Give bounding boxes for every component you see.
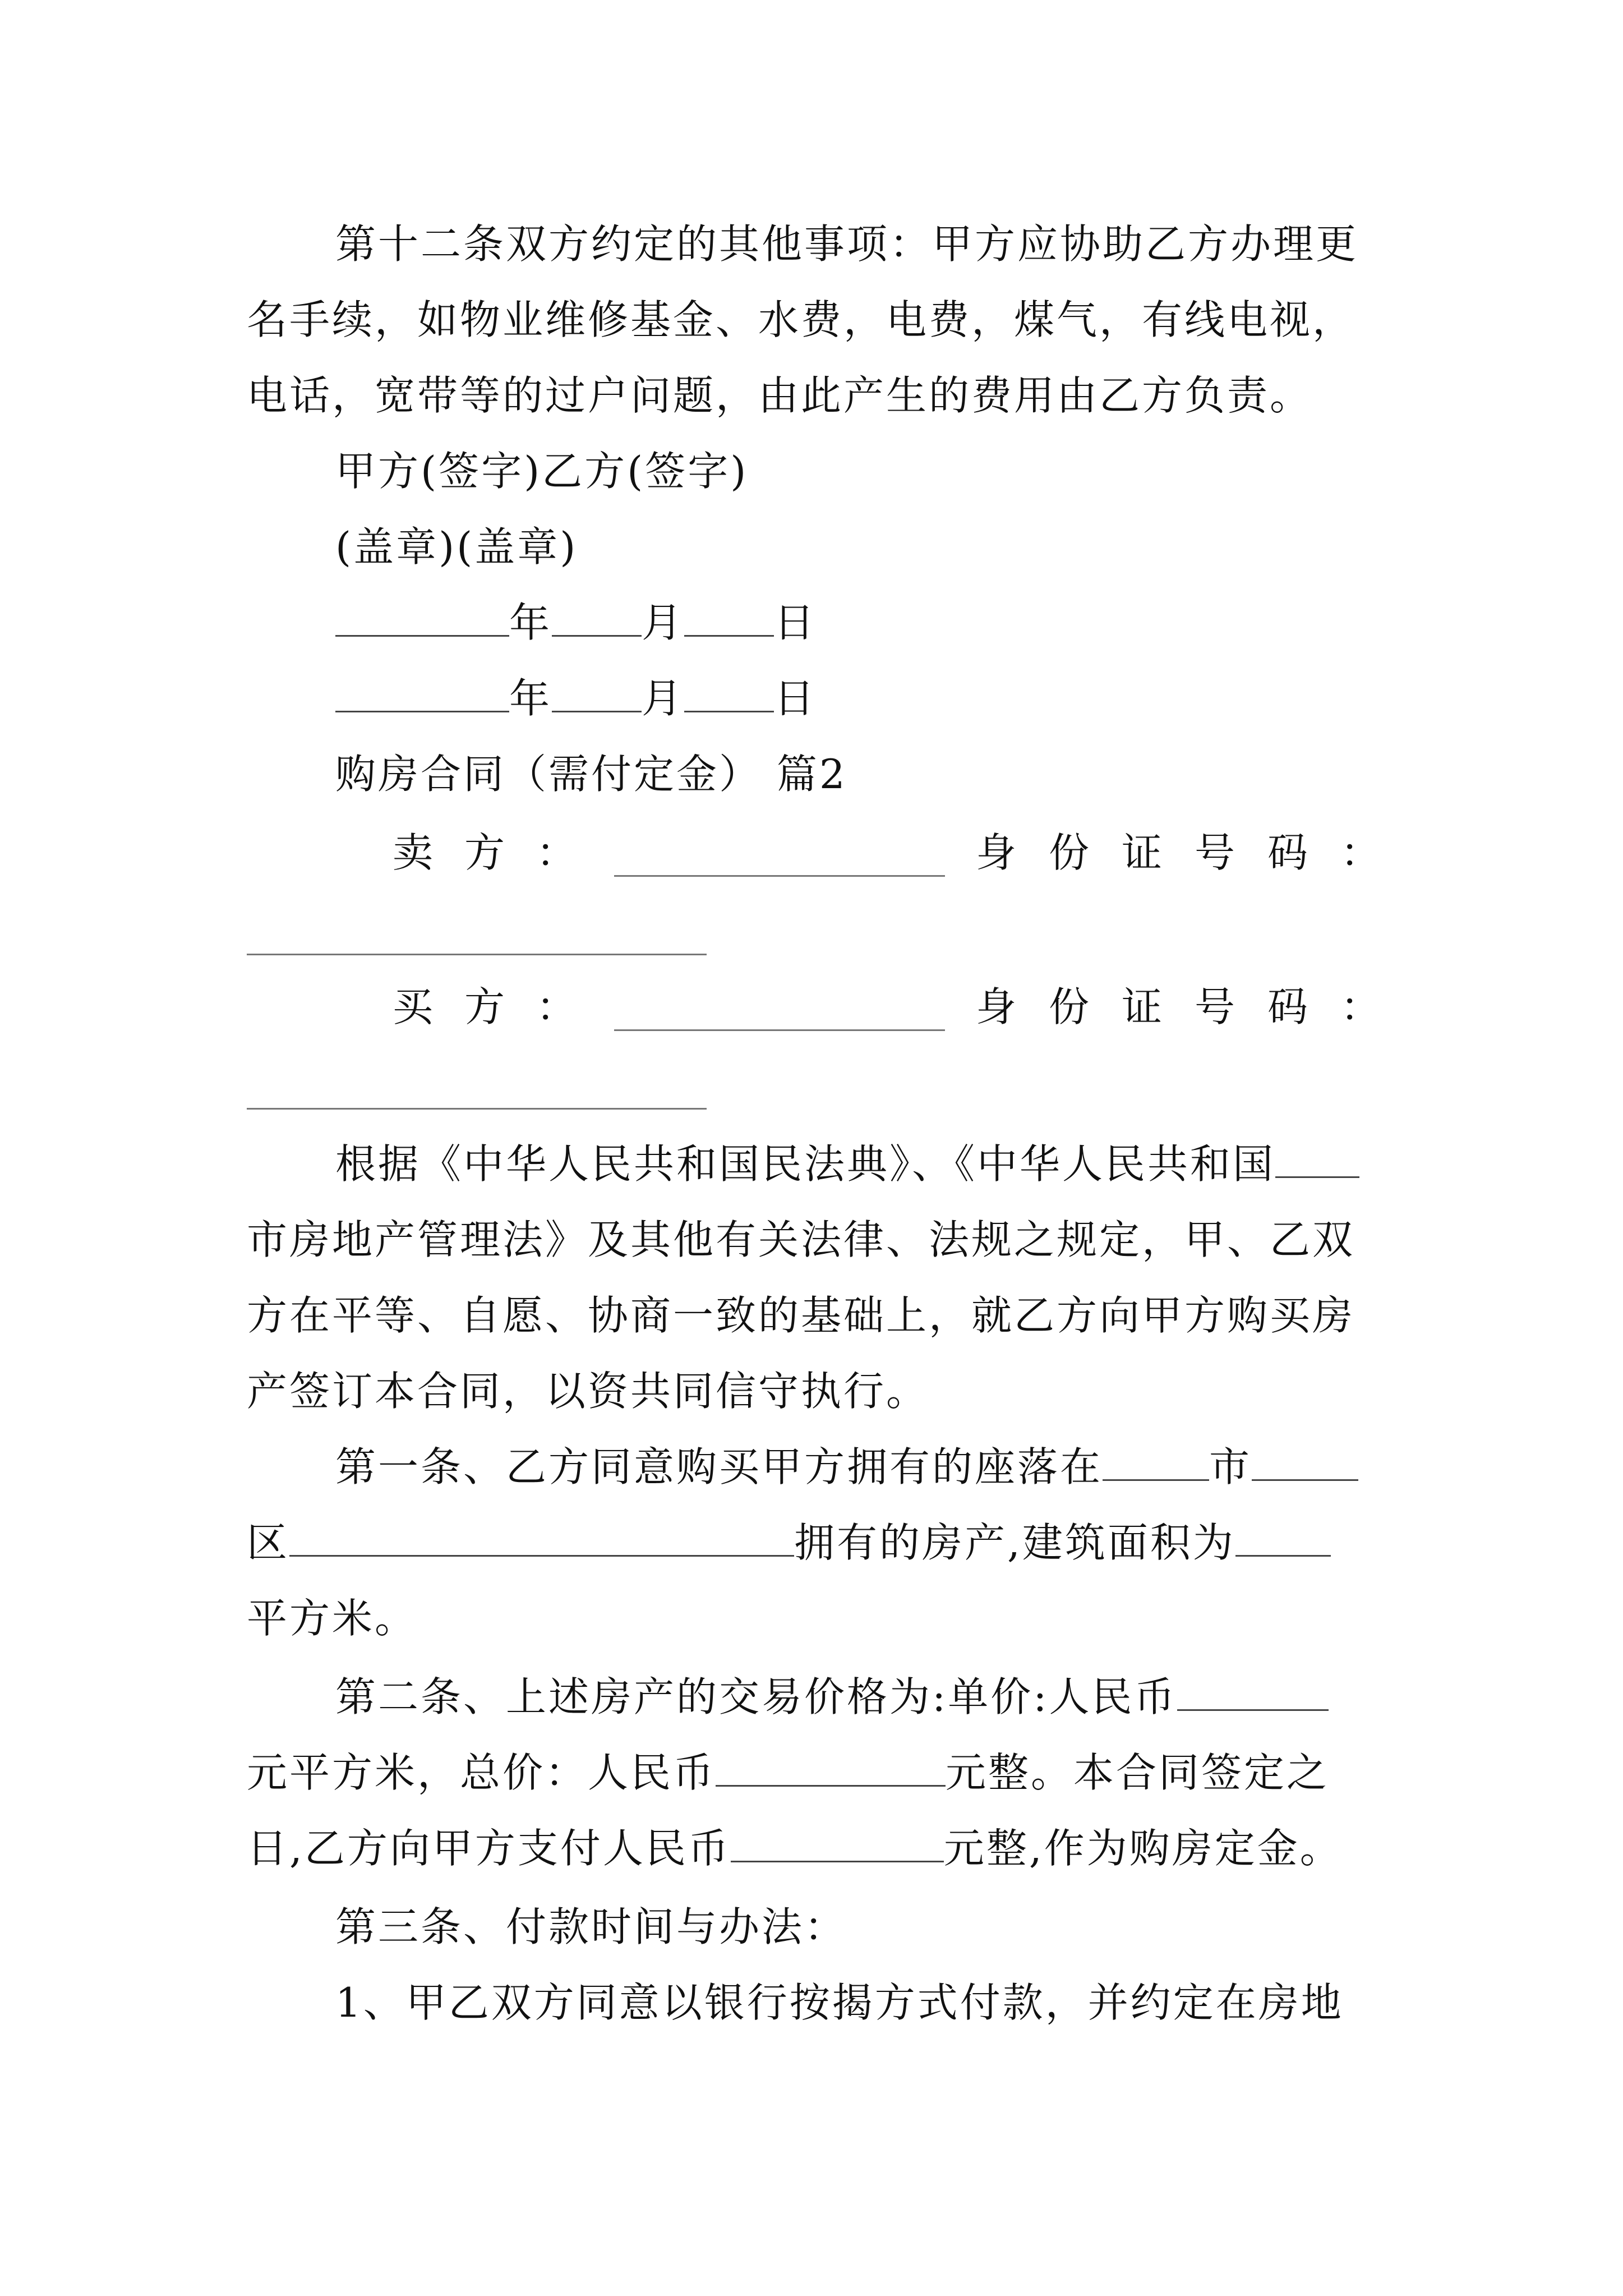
total-price-blank (716, 1746, 946, 1787)
article3-title: 第三条、付款时间与办法： (335, 1903, 847, 1950)
month-blank (552, 671, 642, 712)
year-blank (335, 596, 509, 637)
year-label: 年 (509, 675, 552, 722)
month-blank (552, 596, 642, 637)
date-line-1 (335, 595, 1391, 651)
date-line-2 (335, 670, 1391, 726)
day-label: 日 (774, 599, 817, 646)
article1-line2: 区 拥有的房产,建筑面积为 (247, 1515, 1391, 1571)
article2-line2: 元平方米，总价：人民币 元整。本合同签定之 (247, 1745, 1391, 1801)
preamble-line2: 市房地产管理法》及其他有关法律、法规之规定，甲、乙双 (247, 1216, 1355, 1263)
day-blank (684, 671, 774, 712)
address-blank (289, 1516, 794, 1557)
month-label: 月 (642, 675, 685, 722)
district-blank (1252, 1440, 1358, 1481)
city-blank (1103, 1440, 1209, 1481)
month-label: 月 (642, 599, 685, 646)
buyer-id-blank (247, 1108, 707, 1110)
deposit-blank (731, 1821, 944, 1862)
unit-price-blank (1177, 1670, 1329, 1711)
article2-line1: 第二条、上述房产的交易价格为:单价:人民币 (335, 1669, 1391, 1725)
preamble-line1: 根据《中华人民共和国民法典》、《中华人民共和国 (335, 1136, 1391, 1192)
buyer-id-label: 身份证号码： (976, 983, 1414, 1030)
article2-line3: 日,乙方向甲方支付人民币 元整,作为购房定金。 (247, 1820, 1391, 1876)
buyer-name-blank (614, 1029, 945, 1031)
section-title: 购房合同（需付定金） 篇2 (335, 751, 847, 798)
year-label: 年 (509, 599, 552, 646)
seller-id-label: 身份证号码： (976, 829, 1414, 876)
day-label: 日 (774, 675, 817, 722)
area-blank (1235, 1516, 1331, 1557)
city-blank (1275, 1137, 1359, 1178)
clause12-line3: 电话，宽带等的过户问题，由此产生的费用由乙方负责。 (247, 372, 1313, 419)
article1-line1: 第一条、乙方同意购买甲方拥有的座落在 市 (335, 1439, 1391, 1495)
clause12-line1: 第十二条双方约定的其他事项：甲方应协助乙方办理更 (335, 220, 1359, 268)
article1-line3: 平方米。 (247, 1595, 418, 1642)
clause12-line2: 名手续，如物业维修基金、水费，电费，煤气，有线电视， (247, 296, 1355, 343)
article3-item1: 1、甲乙双方同意以银行按揭方式付款，并约定在房地 (335, 1979, 1344, 2026)
signature-seals: (盖章)(盖章) (335, 523, 578, 570)
seller-id-blank (247, 954, 707, 955)
preamble-line4: 产签订本合同，以资共同信守执行。 (247, 1368, 929, 1415)
preamble-line3: 方在平等、自愿、协商一致的基础上，就乙方向甲方购买房 (247, 1292, 1355, 1339)
signature-parties: 甲方(签字)乙方(签字) (335, 448, 749, 495)
year-blank (335, 671, 509, 712)
seller-name-blank (614, 875, 945, 877)
buyer-label: 买方： (393, 983, 608, 1030)
day-blank (684, 596, 774, 637)
seller-label: 卖方： (393, 829, 608, 876)
